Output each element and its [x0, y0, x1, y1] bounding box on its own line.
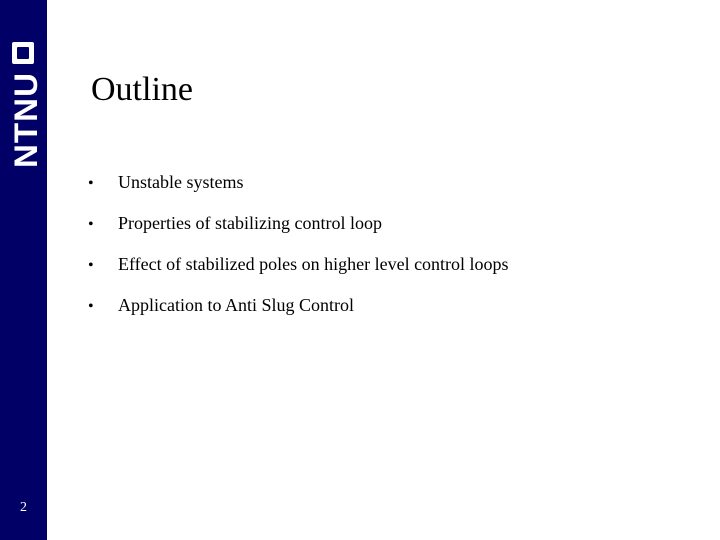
list-item [88, 250, 509, 291]
bullet-text: Application to Anti Slug Control [118, 295, 355, 315]
bullet-text: Properties of stabilizing control loop [118, 213, 382, 233]
list-item [88, 291, 509, 332]
ntnu-logo [0, 40, 47, 170]
bullet-text: Unstable systems [118, 172, 244, 192]
bullet-icon: • [88, 257, 94, 274]
sidebar [0, 0, 47, 540]
list-item [88, 209, 509, 250]
bullet-text: Effect of stabilized poles on higher level control loops [118, 254, 509, 274]
list-item [88, 168, 509, 209]
bullet-icon: • [88, 175, 94, 192]
bullet-icon: • [88, 298, 94, 315]
logo-wordmark: NTNU [8, 75, 44, 168]
page-number: 2 [20, 500, 27, 515]
bullet-list [88, 168, 509, 332]
bullet-icon: • [88, 216, 94, 233]
slide-title: Outline [91, 71, 193, 108]
